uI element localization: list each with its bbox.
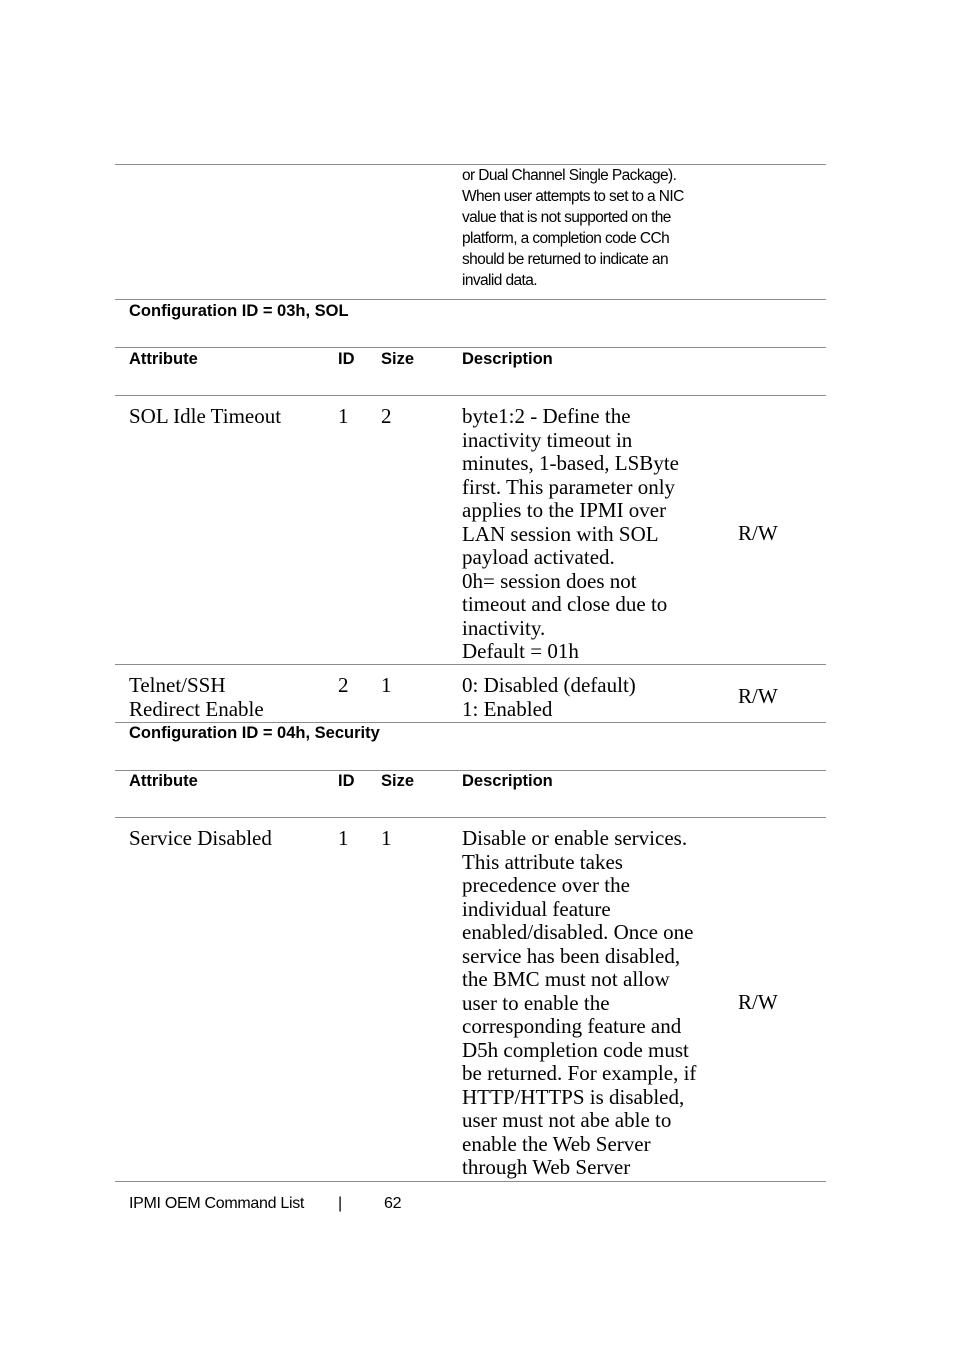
row-size: 2 [381,404,392,428]
row-description: Disable or enable services. This attribute takes precedence over the individual feature enabled/disabled. Once one service has been disabled, the BMC must not allow user to enable the corresponding feature and D5h completion code must be returned. For example, if HTTP/HTTPS is disabled, user must not abe able to enable the Web Server through Web Server [462,826,697,1179]
footer-separator: | [338,1195,342,1212]
section-title-sol: Configuration ID = 03h, SOL [129,302,349,320]
row-id: 2 [338,673,349,697]
row-size: 1 [381,826,392,850]
row-size: 1 [381,673,392,697]
footer-page-number: 62 [384,1195,402,1212]
header-attribute: Attribute [129,350,198,368]
table-rule [115,299,826,300]
row-attribute: SOL Idle Timeout [129,404,282,428]
table-rule [115,1181,826,1182]
header-size: Size [381,772,415,790]
header-size: Size [381,350,415,368]
footer-doc-title: IPMI OEM Command List [129,1195,305,1212]
table-rule [115,664,826,665]
section-title-security: Configuration ID = 04h, Security [129,724,380,742]
header-description: Description [462,772,553,790]
continued-description-cell: or Dual Channel Single Package). When user attempts to set to a NIC value that is not supported on the platform, a completion code CCh should be returned to indicate an invalid data. [462,167,684,289]
header-description: Description [462,350,553,368]
row-attribute: Telnet/SSH Redirect Enable [129,673,264,721]
row-description: byte1:2 - Define the inactivity timeout in minutes, 1-based, LSByte first. This parameter only applies to the IPMI over LAN session with SOL payload activated. 0h= session does not timeout and close due to inactivity. Default = 01h [462,404,679,663]
header-id: ID [338,350,355,368]
row-id: 1 [338,404,349,428]
row-access: R/W [738,521,778,545]
row-access: R/W [738,990,778,1014]
table-rule [115,347,826,348]
table-rule [115,817,826,818]
header-id: ID [338,772,355,790]
row-attribute: Service Disabled [129,826,272,850]
header-attribute: Attribute [129,772,198,790]
row-access: R/W [738,684,778,708]
row-id: 1 [338,826,349,850]
row-description: 0: Disabled (default) 1: Enabled [462,673,636,721]
table-rule [115,395,826,396]
